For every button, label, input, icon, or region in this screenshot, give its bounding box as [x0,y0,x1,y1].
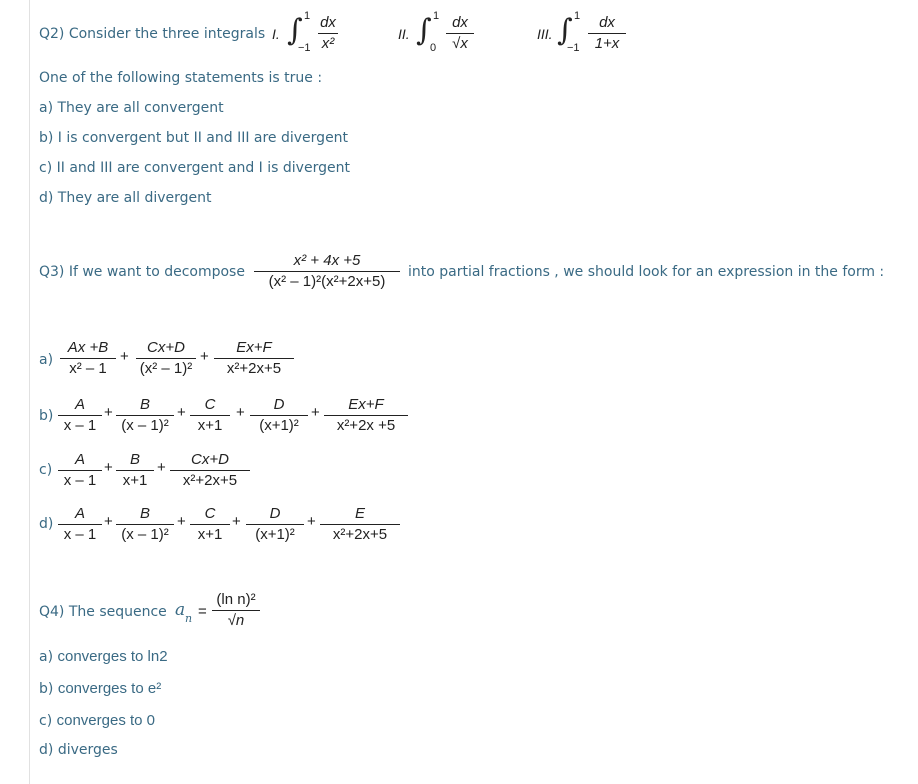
integral-2-upper: 1 [433,10,440,22]
q2-intro: Q2) Consider the three integrals [39,26,266,42]
left-border [29,0,30,784]
integral-1-fraction: dx x² [318,14,338,53]
q3-b-term-2: B (x – 1)² [116,396,174,435]
integral-3-lower: −1 [567,42,580,54]
q3-c-term-3: Cx+D x²+2x+5 [170,451,250,490]
integral-3-fraction: dx 1+x [588,14,626,53]
q2-prompt: One of the following statements is true : [39,70,323,86]
q2-option-c: c) II and III are convergent and I is divergent [39,160,350,176]
q3-option-b-label: b) [39,408,54,424]
q3-b-term-5: Ex+F x²+2x +5 [324,396,408,435]
q3-d-term-5: E x²+2x+5 [320,505,400,544]
integral-3-sign-icon: ∫ [557,13,573,48]
q3-d-term-2: B (x – 1)² [116,505,174,544]
plus-sign: + [177,404,186,421]
q4-sequence-subscript: n [185,612,193,625]
integral-2-roman: II. [398,26,410,42]
integral-2-lower: 0 [430,42,437,54]
integral-3-upper: 1 [574,10,581,22]
integral-2-sign-icon: ∫ [416,13,432,48]
plus-sign: + [236,404,245,421]
q4-option-d: d) diverges [39,742,118,758]
integral-1-upper: 1 [304,10,311,22]
q3-main-fraction: x² + 4x +5 (x² – 1)²(x²+2x+5) [254,252,400,291]
q3-option-c-label: c) [39,462,53,478]
q3-b-term-4: D (x+1)² [250,396,308,435]
plus-sign: + [311,404,320,421]
integral-1-roman: I. [272,26,280,42]
integral-1-lower: −1 [298,42,311,54]
integral-3-roman: III. [537,26,553,42]
integral-2-fraction: dx √x [446,14,474,53]
q3-outro: into partial fractions , we should look for an expression in the form : [408,264,885,280]
q4-intro: Q4) The sequence [39,604,167,620]
q2-option-b: b) I is convergent but II and III are divergent [39,130,349,146]
q3-option-a-label: a) [39,352,54,368]
plus-sign: + [177,513,186,530]
q4-sequence-name: a [175,600,186,620]
plus-sign: + [200,348,209,365]
plus-sign: + [104,459,113,476]
q3-a-term-1: Ax +B x² – 1 [60,339,116,378]
q3-c-term-2: B x+1 [116,451,154,490]
q3-a-term-3: Ex+F x²+2x+5 [214,339,294,378]
q4-option-b: b) converges to e² [39,680,162,697]
q2-option-a: a) They are all convergent [39,100,224,116]
q3-option-d-label: d) [39,516,54,532]
q4-option-c: c) converges to 0 [39,712,156,729]
q3-a-term-2: Cx+D (x² – 1)² [136,339,196,378]
plus-sign: + [104,513,113,530]
q2-option-d: d) They are all divergent [39,190,212,206]
plus-sign: + [232,513,241,530]
q3-b-term-3: C x+1 [190,396,230,435]
q3-d-term-1: A x – 1 [58,505,102,544]
q3-d-term-4: D (x+1)² [246,505,304,544]
plus-sign: + [104,404,113,421]
q3-c-term-1: A x – 1 [58,451,102,490]
q4-option-a: a) converges to ln2 [39,648,168,665]
q4-equals: = [198,603,207,620]
integral-1-sign-icon: ∫ [287,13,303,48]
plus-sign: + [120,348,129,365]
q4-fraction: (ln n)² √n [212,591,260,630]
q3-b-term-1: A x – 1 [58,396,102,435]
plus-sign: + [157,459,166,476]
q3-intro: Q3) If we want to decompose [39,264,245,280]
q3-d-term-3: C x+1 [190,505,230,544]
plus-sign: + [307,513,316,530]
